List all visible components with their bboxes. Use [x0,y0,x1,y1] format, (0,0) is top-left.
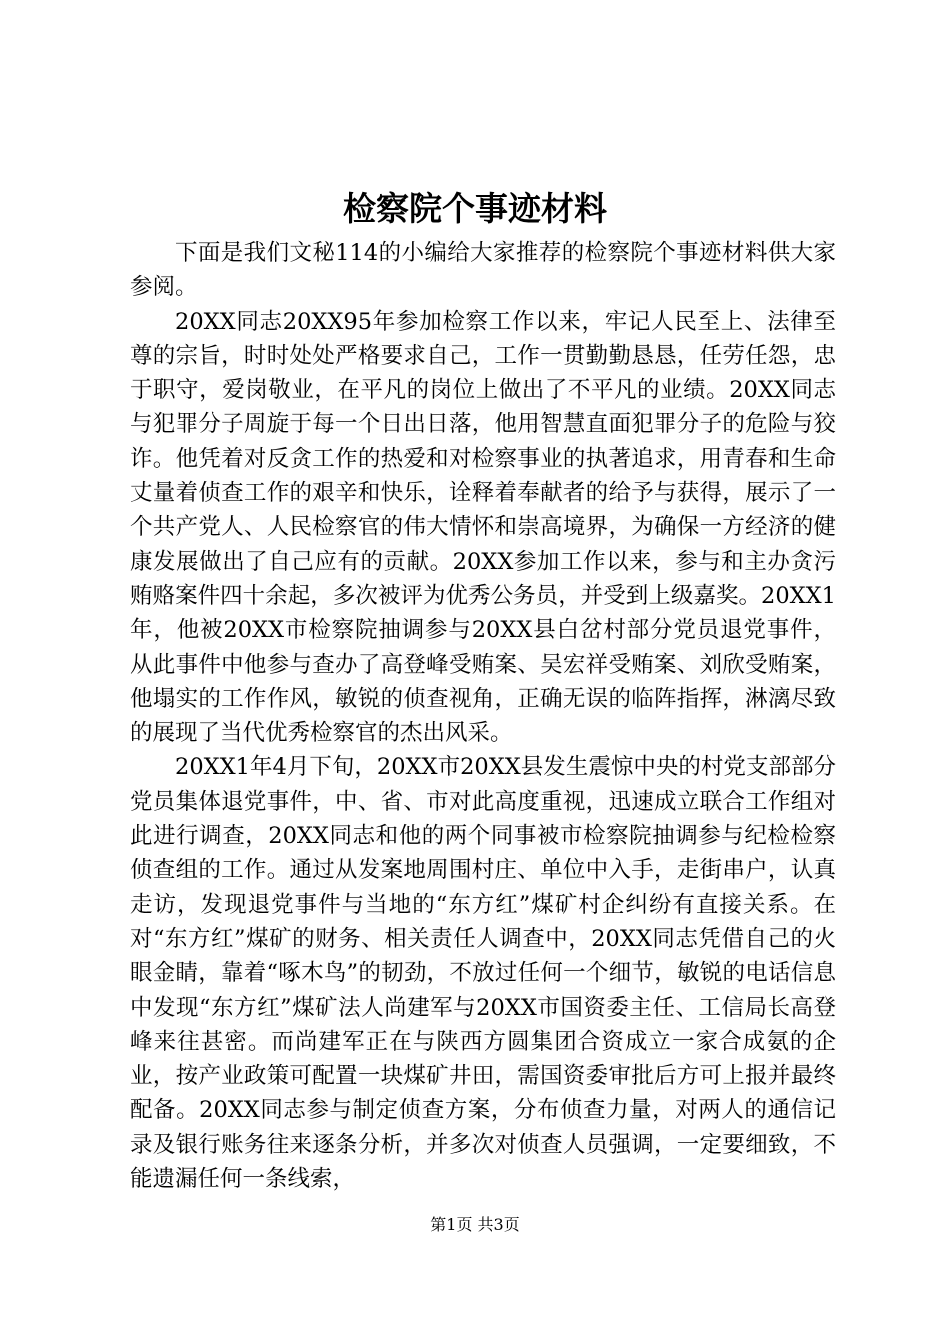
document-title: 检察院个事迹材料 [343,189,607,228]
page-number-footer: 第1页 共3页 [430,1215,520,1234]
paragraph-intro: 下面是我们文秘114的小编给大家推荐的检察院个事迹材料供大家参阅。 [130,240,836,301]
paragraph-career: 20XX同志20XX95年参加检察工作以来，牢记人民至上、法律至尊的宗旨，时时处处严格要求自己，工作一贯勤勤恳恳，任劳任怨，忠于职守，爱岗敬业，在平凡的岗位上做出了不平凡的业绩。20XX同志与犯罪分子周旋于每一个日出日落，他用智慧直面犯罪分子的危险与狡诈。他凭着对反贪工作的热爱和对检察事业的执著追求，用青春和生命丈量着侦查工作的艰辛和快乐，诠释着奉献者的给予与获得，展示了一个共产党人、人民检察官的伟大情怀和崇高境界，为确保一方经济的健康发展做出了自己应有的贡献。20XX参加工作以来，参与和主办贪污贿赂案件四十余起，多次被评为优秀公务员，并受到上级嘉奖。20XX1年，他被20XX市检察院抽调参与20XX县白岔村部分党员退党事件，从此事件中他参与查办了高登峰受贿案、吴宏祥受贿案、刘欣受贿案，他塌实的工作作风，敏锐的侦查视角，正确无误的临阵指挥，淋漓尽致的展现了当代优秀检察官的杰出风采。 [130,308,836,747]
document-body [130,236,836,1196]
paragraph-case: 20XX1年4月下旬，20XX市20XX县发生震惊中央的村党支部部分党员集体退党事件，中、省、市对此高度重视，迅速成立联合工作组对此进行调查，20XX同志和他的两个同事被市检察院抽调参与纪检检察侦查组的工作。通过从发案地周围村庄、单位中入手，走街串户，认真走访，发现退党事件与当地的“东方红”煤矿村企纠纷有直接关系。在对“东方红”煤矿的财务、相关责任人调查中，20XX同志凭借自己的火眼金睛，靠着“啄木鸟”的韧劲，不放过任何一个细节，敏锐的电话信息中发现“东方红”煤矿法人尚建军与20XX市国资委主任、工信局长高登峰来往甚密。而尚建军正在与陕西方圆集团合资成立一家合成氨的企业，按产业政策可配置一块煤矿井田，需国资委审批后方可上报并最终配备。20XX同志参与制定侦查方案，分布侦查力量，对两人的通信记录及银行账务往来逐条分析，并多次对侦查人员强调，一定要细致，不能遗漏任何一条线索， [130,754,836,1193]
